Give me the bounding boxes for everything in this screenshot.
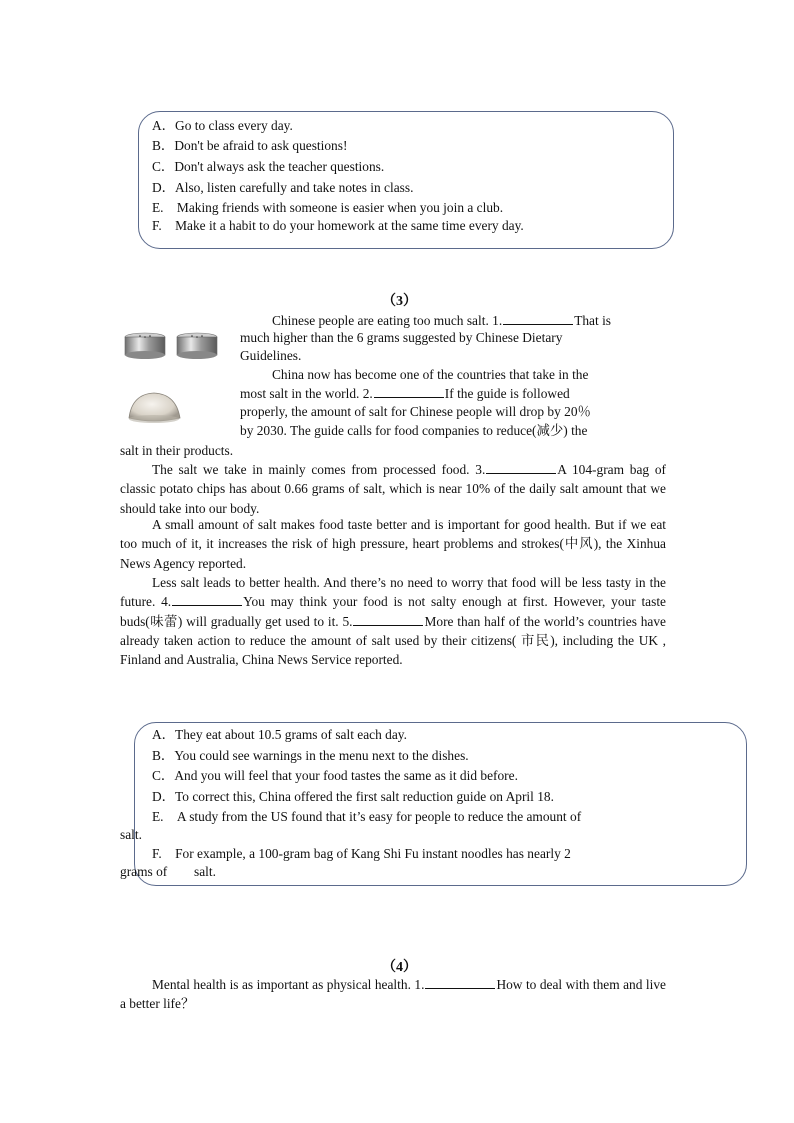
paragraph-4: A small amount of salt makes food taste better and is important for good health. But if we eat too much of it, it increases the risk of high pressure, heart problems and strokes(中风), the Xinhua News Agency reported. — [120, 517, 666, 571]
p2-line2 — [240, 385, 570, 402]
p2-line3: properly, the amount of salt for Chinese people will drop by 20％ — [240, 404, 591, 419]
s4-text-a: Mental health is as important as physical health. 1. — [152, 977, 425, 992]
blank-4[interactable] — [172, 593, 242, 606]
p5-text-a: Less salt leads to better health. And there’s no need to worry that food will be less tasty in the future. 4. — [120, 575, 666, 610]
paragraph-3 — [120, 460, 666, 518]
option-3a: A．They eat about 10.5 grams of salt each day. — [152, 727, 407, 742]
p5-text-b: You may think your food is not salty enough at first. However, your taste buds(味蕾) will gradually get used to it. 5. — [120, 594, 667, 629]
p1-line2: much higher than the 6 grams suggested by Chinese Dietary — [240, 330, 563, 345]
s4-text-b: How to deal with them and live a better life？ — [120, 977, 666, 1012]
option-3f-line1: F. For example, a 100-gram bag of Kang Shi Fu instant noodles has nearly 2 — [152, 846, 571, 861]
p1-line1 — [272, 312, 611, 329]
blank-3[interactable] — [486, 461, 556, 474]
option-3f-line2: grams of salt. — [120, 864, 216, 879]
option-3d: D．To correct this, China offered the first salt reduction guide on April 18. — [152, 789, 554, 804]
p2-line2-text: most salt in the world. 2. — [240, 386, 373, 401]
option-3c: C．And you will feel that your food tastes the same as it did before. — [152, 768, 518, 783]
p2-line2-tail: If the guide is followed — [444, 386, 570, 401]
shaker-right — [177, 333, 217, 359]
section-3-heading: （3） — [382, 294, 417, 309]
option-e: E. Making friends with someone is easier when you join a club. — [152, 200, 504, 215]
blank-5[interactable] — [353, 613, 423, 626]
salt-bowl-image — [124, 388, 184, 428]
shaker-left — [125, 333, 165, 359]
section-4-paragraph — [120, 975, 666, 1014]
option-3e-line1: E. A study from the US found that it’s easy for people to reduce the amount of — [152, 809, 582, 824]
p3-text-a: The salt we take in mainly comes from processed food. 3. — [152, 462, 486, 477]
p1-line1-tail: That is — [574, 313, 612, 328]
p5-text-c: More than half of the world’s countries have already taken action to reduce the amount of salt used by their citizens( 市民), including the UK , Finland and Australia, China News Service reported. — [120, 613, 666, 668]
p2-line5: salt in their products. — [120, 443, 234, 458]
option-3b: B．You could see warnings in the menu next to the dishes. — [152, 748, 469, 763]
option-3e-line2: salt. — [120, 827, 142, 842]
option-c: C．Don't always ask the teacher questions. — [152, 159, 385, 174]
option-f: F. Make it a habit to do your homework at the same time every day. — [152, 218, 524, 233]
option-b: B．Don't be afraid to ask questions! — [152, 138, 348, 153]
blank-1[interactable] — [503, 312, 573, 325]
section-4-heading: （4） — [382, 960, 417, 975]
p3-text-b: A 104-gram bag of classic potato chips has about 0.66 grams of salt, which is near 10% of the daily salt amount that we should take into our body. — [120, 462, 666, 516]
s4-blank-1[interactable] — [425, 976, 495, 989]
p1-line1-text: Chinese people are eating too much salt. 1. — [272, 313, 503, 328]
salt-shakers-image — [120, 330, 222, 362]
blank-2[interactable] — [374, 385, 444, 398]
p2-line4: by 2030. The guide calls for food companies to reduce(减少) the — [240, 423, 588, 438]
option-d: D．Also, listen carefully and take notes in class. — [152, 180, 414, 195]
paragraph-5 — [120, 573, 666, 669]
option-a: A．Go to class every day. — [152, 118, 293, 133]
p2-line1: China now has become one of the countries that take in the — [272, 367, 589, 382]
p1-line3: Guidelines. — [240, 348, 302, 363]
